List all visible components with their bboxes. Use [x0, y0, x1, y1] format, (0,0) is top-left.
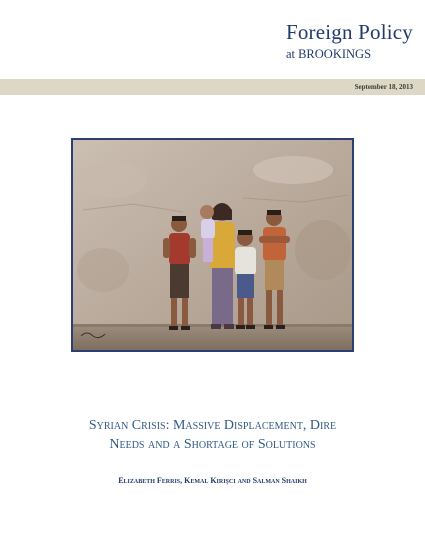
report-title-line-2: Needs and a Shortage of Solutions [109, 437, 316, 452]
date-band [0, 79, 425, 95]
brand-subtitle: at BROOKINGS [285, 47, 372, 61]
brand-logo [286, 20, 413, 62]
report-title [30, 416, 395, 454]
cover-photo [71, 138, 354, 352]
publication-date: September 18, 2013 [354, 83, 413, 91]
brand-title: Foreign Policy [285, 20, 413, 44]
report-title-line-1: Syrian Crisis: Massive Displacement, Dire [88, 418, 337, 433]
report-authors: Elizabeth Ferris, Kemal Kirişci and Salman Shaikh [118, 476, 307, 485]
cover-photo-image [73, 140, 352, 350]
